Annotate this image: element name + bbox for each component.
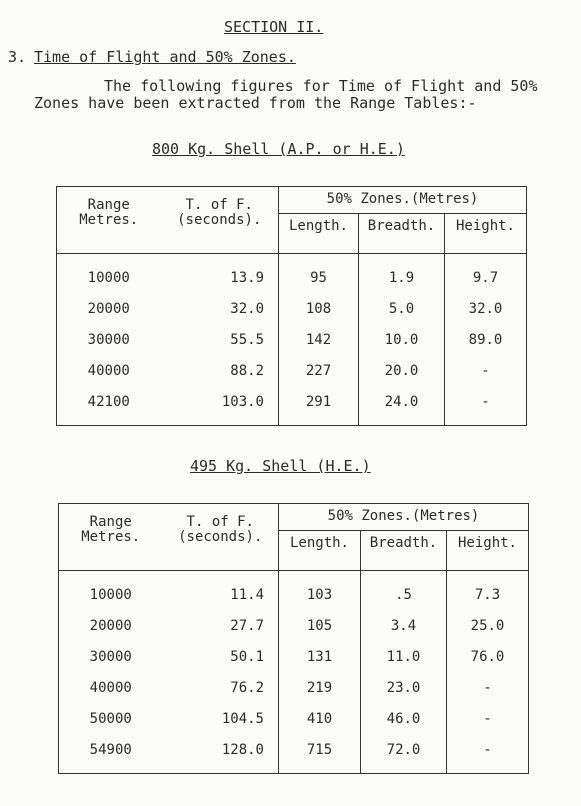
- cell-time-of-flight: 50.1: [230, 648, 264, 665]
- intro-line-2: Zones have been extracted from the Range Tables:-: [34, 94, 477, 112]
- cell-range: 40000: [87, 362, 130, 379]
- cell-breadth: .5: [361, 579, 447, 610]
- header-breadth: Breadth.: [359, 213, 445, 239]
- cell-time-of-flight: 13.9: [230, 269, 264, 286]
- cell-range: 50000: [89, 710, 132, 727]
- cell-breadth: 46.0: [361, 703, 447, 734]
- table-2-title: 495 Kg. Shell (H.E.): [190, 457, 371, 475]
- cell-length: 410: [279, 703, 361, 734]
- header-height: Height.: [447, 530, 529, 556]
- item-number: 3.: [8, 48, 27, 66]
- cell-time-of-flight: 88.2: [230, 362, 264, 379]
- cell-height: 89.0: [445, 324, 527, 355]
- table-row: [57, 386, 527, 417]
- cell-range: 20000: [87, 300, 130, 317]
- table-row: [59, 734, 529, 765]
- cell-range: 10000: [89, 586, 132, 603]
- header-breadth: Breadth.: [361, 530, 447, 556]
- cell-length: 105: [279, 610, 361, 641]
- cell-length: 715: [279, 734, 361, 765]
- header-range: Range Metres.: [81, 514, 141, 545]
- cell-breadth: 5.0: [359, 293, 445, 324]
- cell-range: 54900: [89, 741, 132, 758]
- cell-height: -: [445, 386, 527, 417]
- table-row: [59, 579, 529, 610]
- cell-length: 131: [279, 641, 361, 672]
- cell-time-of-flight: 55.5: [230, 331, 264, 348]
- cell-length: 95: [279, 262, 359, 293]
- table-800kg-shell: [56, 186, 527, 426]
- table-row: [57, 262, 527, 293]
- table-row: [57, 355, 527, 386]
- cell-breadth: 11.0: [361, 641, 447, 672]
- cell-height: 9.7: [445, 262, 527, 293]
- cell-breadth: 24.0: [359, 386, 445, 417]
- cell-length: 108: [279, 293, 359, 324]
- cell-breadth: 23.0: [361, 672, 447, 703]
- cell-range: 20000: [89, 617, 132, 634]
- cell-range: 40000: [89, 679, 132, 696]
- cell-breadth: 3.4: [361, 610, 447, 641]
- cell-time-of-flight: 76.2: [230, 679, 264, 696]
- cell-breadth: 72.0: [361, 734, 447, 765]
- header-length: Length.: [279, 213, 359, 239]
- cell-time-of-flight: 103.0: [221, 393, 264, 410]
- cell-height: 76.0: [447, 641, 529, 672]
- cell-breadth: 10.0: [359, 324, 445, 355]
- table-495kg-shell: [58, 503, 529, 774]
- header-zones: 50% Zones.(Metres): [279, 187, 527, 214]
- cell-breadth: 1.9: [359, 262, 445, 293]
- cell-breadth: 20.0: [359, 355, 445, 386]
- cell-length: 227: [279, 355, 359, 386]
- cell-time-of-flight: 27.7: [230, 617, 264, 634]
- intro-line-1: The following figures for Time of Flight and 50%: [104, 77, 538, 95]
- section-heading: SECTION II.: [224, 18, 324, 36]
- header-range: Range Metres.: [79, 197, 139, 228]
- cell-height: -: [445, 355, 527, 386]
- cell-height: 25.0: [447, 610, 529, 641]
- cell-range: 10000: [87, 269, 130, 286]
- table-row: [59, 672, 529, 703]
- cell-length: 103: [279, 579, 361, 610]
- header-height: Height.: [445, 213, 527, 239]
- item-title: Time of Flight and 50% Zones.: [34, 48, 296, 66]
- cell-range: 30000: [87, 331, 130, 348]
- cell-height: -: [447, 734, 529, 765]
- table-row: [59, 703, 529, 734]
- table-row: [57, 293, 527, 324]
- header-tof: T. of F. (seconds).: [178, 514, 263, 545]
- table-row: [57, 324, 527, 355]
- cell-time-of-flight: 128.0: [221, 741, 264, 758]
- cell-length: 291: [279, 386, 359, 417]
- header-zones: 50% Zones.(Metres): [279, 504, 529, 531]
- table-1-title: 800 Kg. Shell (A.P. or H.E.): [152, 140, 405, 158]
- cell-length: 219: [279, 672, 361, 703]
- cell-height: 7.3: [447, 579, 529, 610]
- cell-time-of-flight: 104.5: [221, 710, 264, 727]
- cell-height: 32.0: [445, 293, 527, 324]
- cell-height: -: [447, 672, 529, 703]
- cell-time-of-flight: 11.4: [230, 586, 264, 603]
- cell-time-of-flight: 32.0: [230, 300, 264, 317]
- table-row: [59, 641, 529, 672]
- header-length: Length.: [279, 530, 361, 556]
- cell-length: 142: [279, 324, 359, 355]
- table-row: [59, 610, 529, 641]
- cell-range: 30000: [89, 648, 132, 665]
- header-tof: T. of F. (seconds).: [177, 197, 262, 228]
- cell-height: -: [447, 703, 529, 734]
- cell-range: 42100: [87, 393, 130, 410]
